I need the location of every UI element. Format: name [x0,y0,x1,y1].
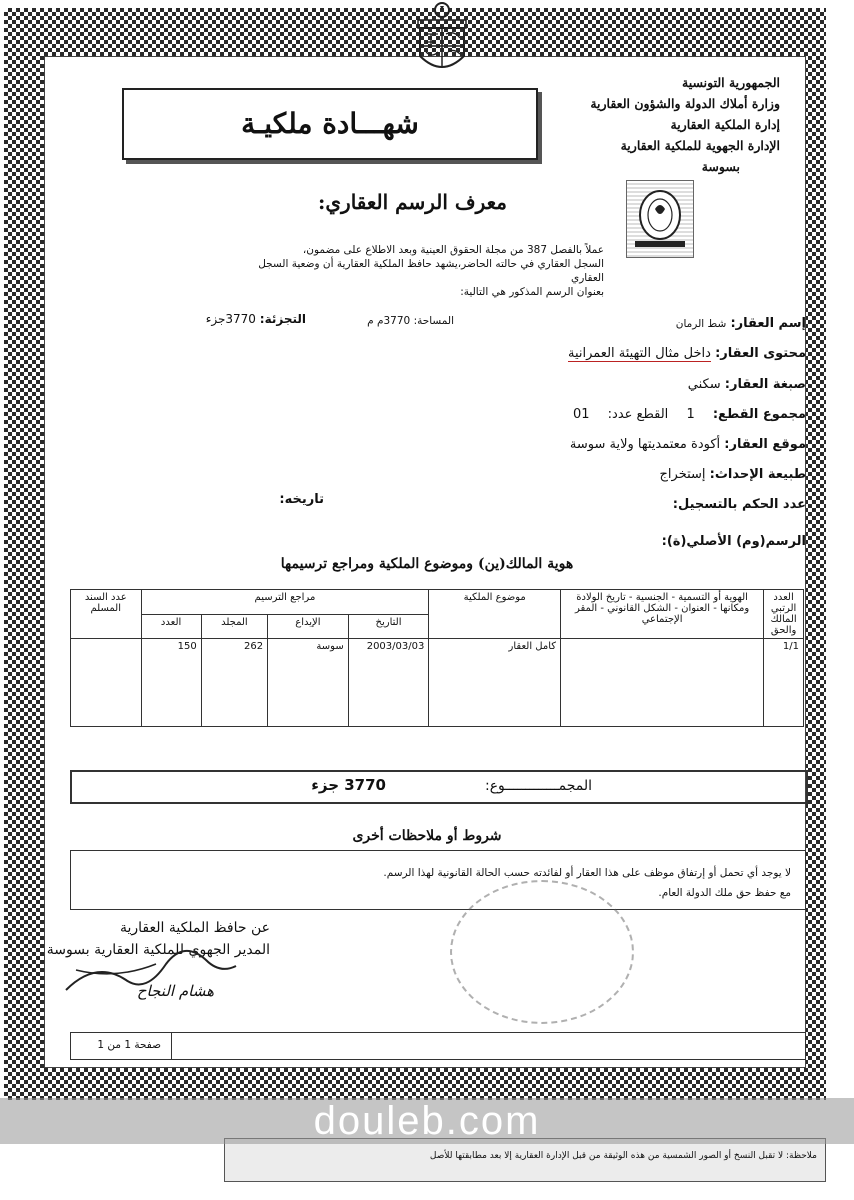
header-identity: الهوية أو التسمية - الجنسية - تاريخ الولادة ومكانها - العنوان - الشكل القانوني - المقر الإجتماعي [561,590,764,639]
watermark: douleb.com [313,1099,541,1143]
ministry-name: وزارة أملاك الدولة والشؤون العقارية [590,96,780,111]
remark-line: لا يوجد أي تحمل أو إرتفاق موظف على هذا العقار أو لفائدته حسب الحالة القانونية لهذا الرسم. [383,867,791,879]
coat-of-arms-icon [412,0,472,82]
plot-count-value: 01 [572,407,590,422]
property-name-value: شط الرمان [675,318,727,330]
creation-label: طبيعة الإحداث: [709,467,806,482]
remarks-box [70,850,806,910]
property-id-heading: معرف الرسم العقاري: [318,190,508,214]
total-box [70,770,808,804]
intro-line: بعنوان الرسم المذكور هي التالية: [460,286,604,298]
header-refs: مراجع الترسيم [141,590,429,615]
official-stamp [450,880,634,1024]
header-number: العدد [141,614,201,639]
issuing-authority [520,72,780,177]
signatory-name: هشام النجاح [136,982,214,1000]
property-content-field [568,346,806,361]
location-field [570,437,806,452]
partition-field [206,312,306,326]
property-name-label: إسم العقار: [730,316,806,331]
cell-record [71,639,142,727]
cell-subject: كامل العقار [429,639,561,727]
header-date: التاريخ [348,614,429,639]
area-label: المساحة: [413,315,454,327]
property-type-value: سكني [687,377,721,392]
intro-paragraph [244,243,604,299]
partition-label: التجزئة: [259,312,306,326]
header-volume: المجلد [201,614,267,639]
total-value: 3770 جزء [311,776,386,794]
footer-row [70,1032,806,1060]
area-field [367,315,454,327]
location-value: أكودة معتمديتها ولاية سوسة [569,437,721,452]
cell-deposit: سوسة [268,639,349,727]
header-order: العدد الرتبي المالك والحق [764,590,804,639]
area-value: 3770م م [367,315,411,327]
country-name: الجمهورية التونسية [682,75,780,90]
location-label: موقع العقار: [724,437,806,452]
header-deposit: الإيداع [268,614,349,639]
directorate-name: إدارة الملكية العقارية [670,117,780,132]
signature-line: المدير الجهوي للملكية العقارية بسوسة [46,942,270,958]
title-box [122,88,538,160]
cell-volume: 262 [201,639,267,727]
plot-count-label: القطع عدد: [607,407,669,422]
partition-value: 3770جزء [205,312,256,326]
creation-field [660,467,806,482]
cell-number: 150 [141,639,201,727]
plots-label: مجموع القطع: [712,407,806,422]
owners-table [70,589,804,727]
regional-office: الإدارة الجهوية للملكية العقارية [620,138,780,153]
header-subject: موضوع الملكية [429,590,561,639]
intro-line: السجل العقاري في حالته الحاضر،يشهد حافظ الملكية العقارية أن وضعية السجل العقاري [258,258,604,284]
remark-line: مع حفظ حق ملك الدولة العام. [658,887,791,899]
page-number: صفحة 1 من 1 [97,1039,161,1051]
owners-section-title: هوية المالك(ين) وموضوع الملكية ومراجع ترسيمها [280,556,574,572]
registration-field [673,497,806,512]
cell-identity [561,639,764,727]
plots-value: 1 [686,407,695,422]
property-type-field [688,377,806,392]
header-record: عدد السند المسلم [71,590,142,639]
creation-value: إستخراج [659,467,706,482]
land-registry-logo [626,180,694,258]
cell-order: 1/1 [764,639,804,727]
remarks-title: شروط أو ملاحظات أخرى [352,828,502,844]
office-city: بسوسة [701,159,740,174]
bottom-note: ملاحظة: لا تقبل النسخ أو الصور الشمسية من هذه الوثيقة من قبل الإدارة العقارية إلا بعد مطابقتها للأصل [429,1151,817,1161]
plots-field [559,407,806,422]
table-row [71,639,804,727]
total-label: المجمـــــــــــــوع: [484,778,592,794]
document-title: شهـــادة ملكيـة [241,107,419,140]
date-field [279,492,324,507]
table-header-row [71,590,804,615]
registry-seal-icon [627,181,693,257]
bottom-note-box [224,1138,826,1182]
handwritten-signature-icon [56,930,246,1010]
date-label: تاريخه: [279,492,324,507]
registration-label: عدد الحكم بالتسجيل: [672,497,806,512]
intro-line: عملاً بالفصل 387 من مجلة الحقوق العينية وبعد الاطلاع على مضمون، [302,244,604,256]
property-content-label: محتوى العقار: [715,346,806,361]
property-content-value: داخل مثال التهيئة العمرانية [568,346,711,361]
origin-field [662,534,806,549]
origin-label: الرسم(وم) الأصلي(ة): [661,534,806,549]
property-name-field [676,316,806,331]
cell-date: 2003/03/03 [348,639,429,727]
signature-line: عن حافظ الملكية العقارية [119,920,270,936]
property-type-label: صبغة العقار: [724,377,806,392]
